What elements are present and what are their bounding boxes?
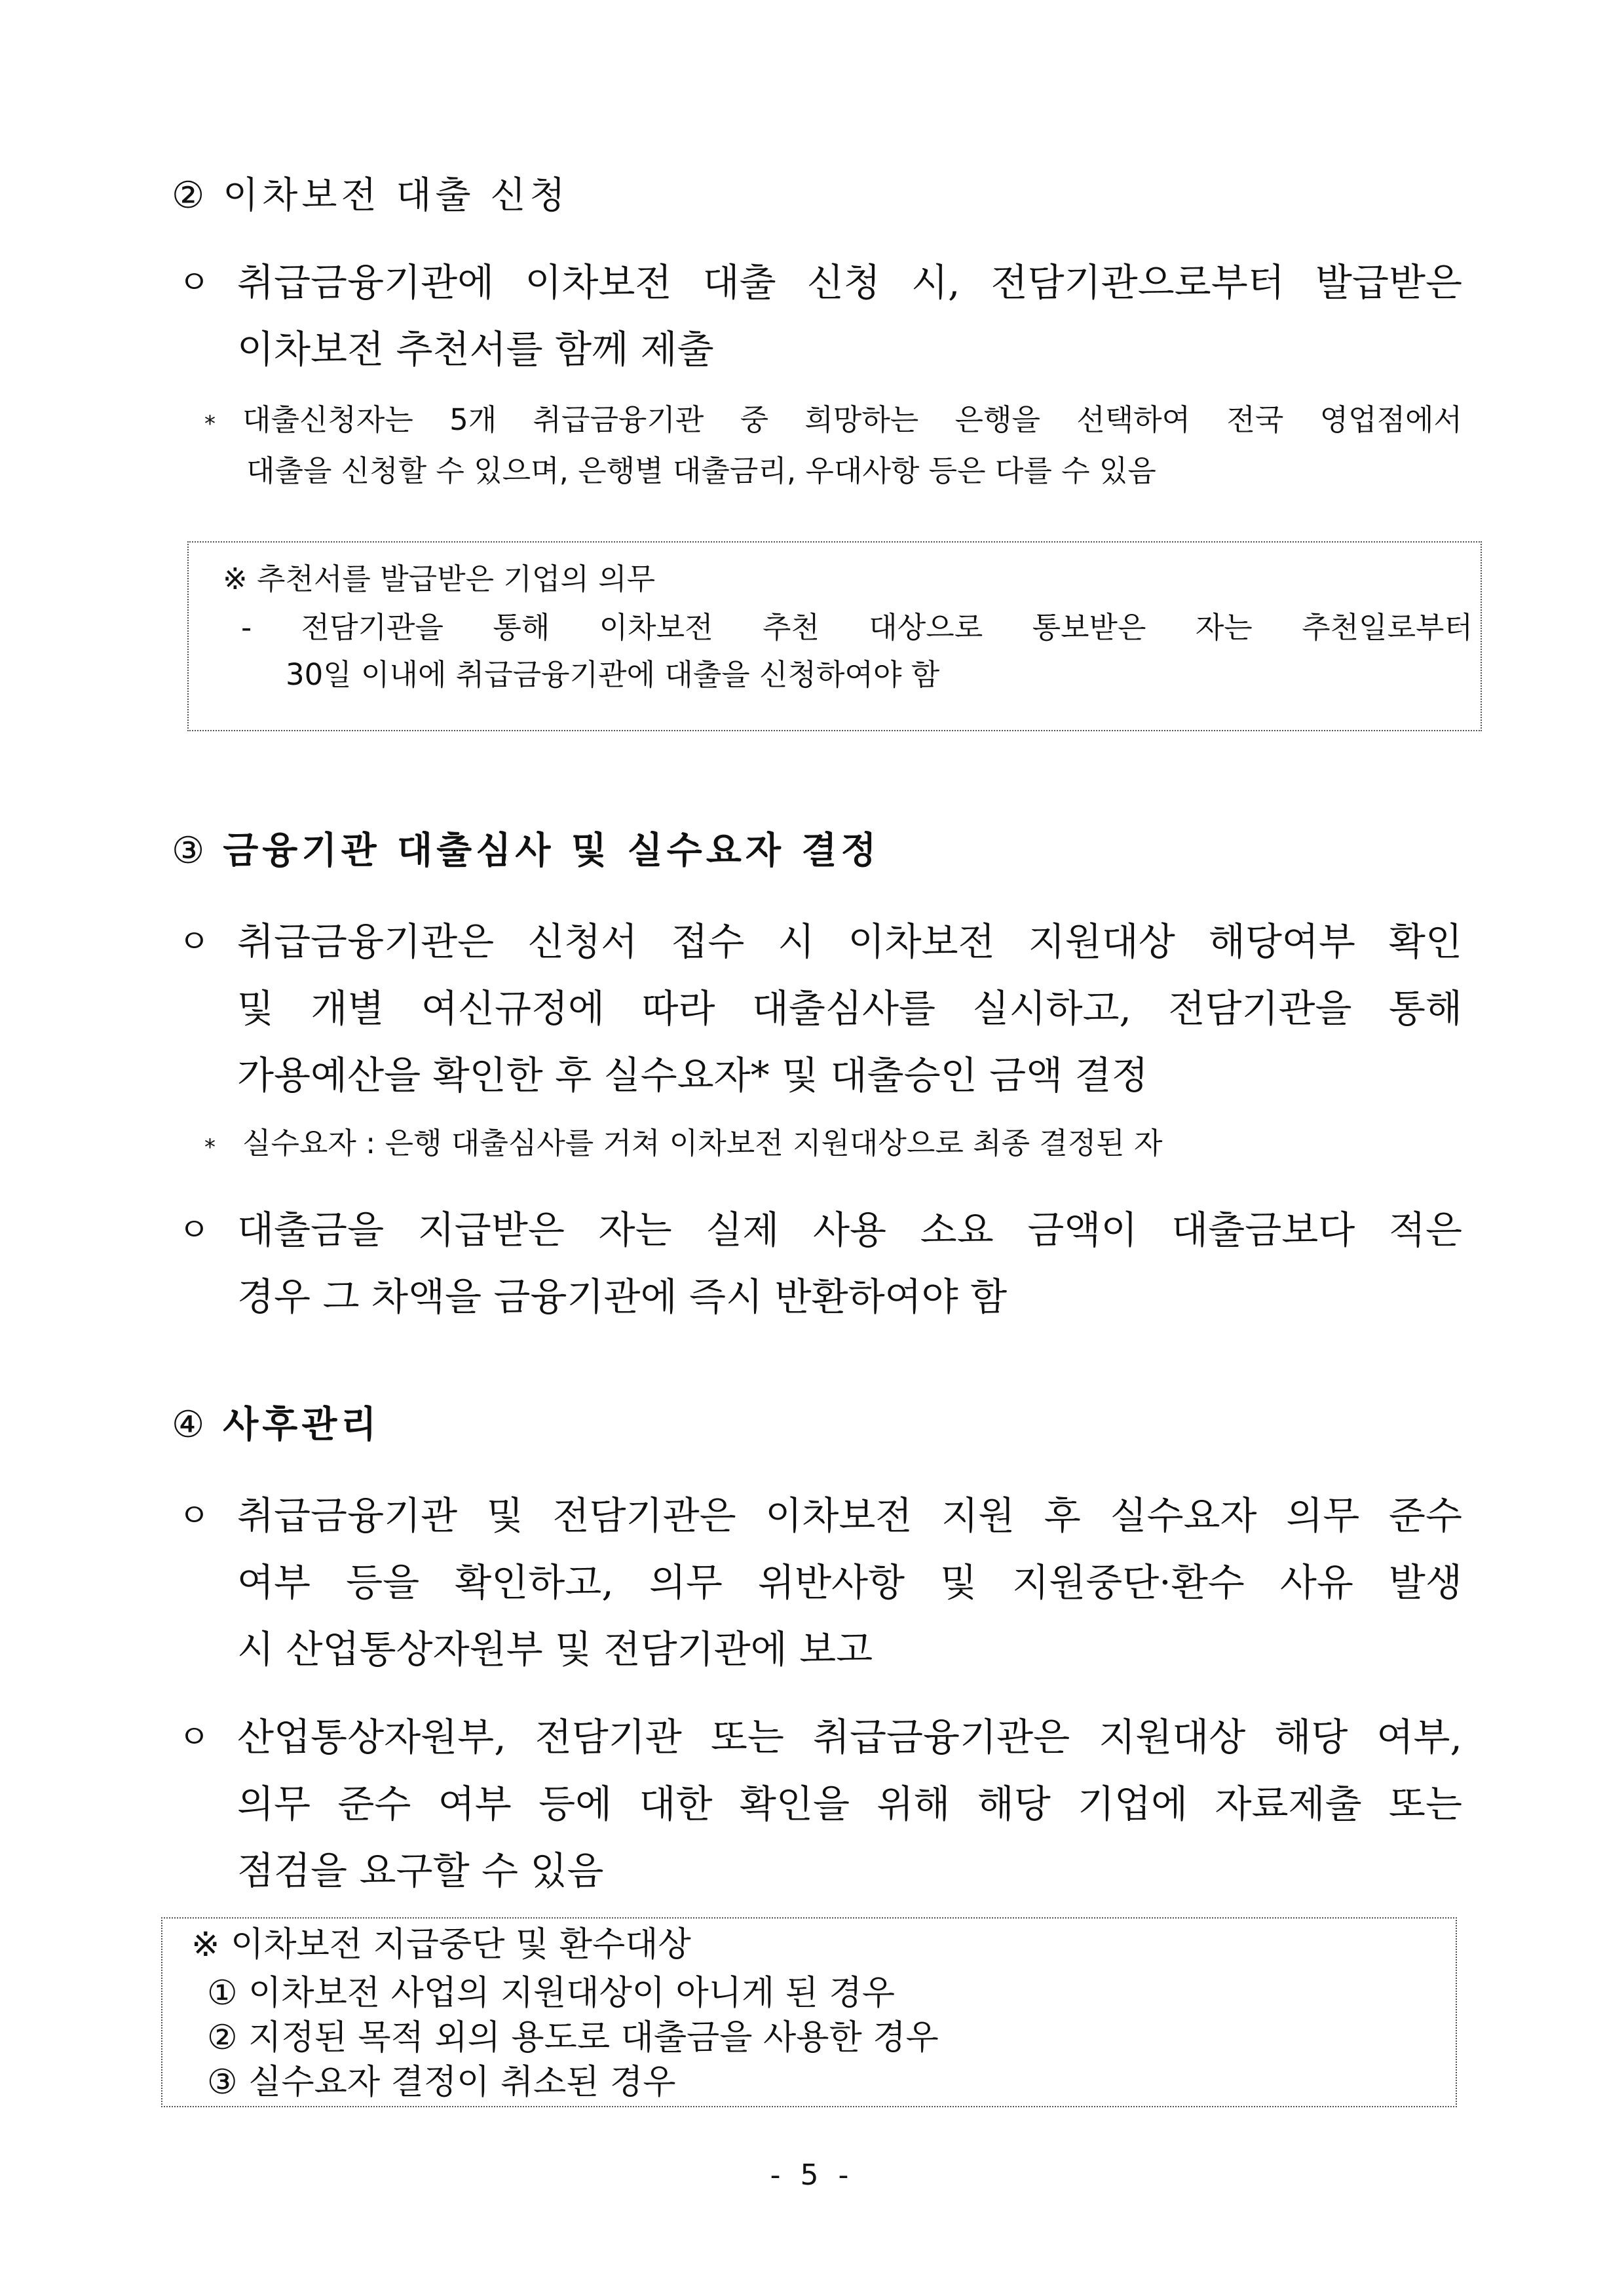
notice-title: ※ 추천서를 발급받은 기업의 의무 [223,562,656,596]
paragraph-line: 산업통상자원부, 전담기관 또는 취급금융기관은 지원대상 해당 여부, [237,1715,1462,1759]
bullet-mark: ㅇ [178,1497,210,1535]
bullet-mark: ㅇ [178,923,210,961]
section-4-number: ④ [172,1404,209,1446]
footnote-line: 대출신청자는 5개 취급금융기관 중 희망하는 은행을 선택하여 전국 영업점에서 [242,402,1462,437]
paragraph-line: 취급금융기관은 신청서 접수 시 이차보전 지원대상 해당여부 확인 [237,919,1462,964]
footnote-star: * [204,1134,216,1160]
section-4-paragraph-2 [178,1704,1462,1904]
notice-title: ※ 이차보전 지급중단 및 환수대상 [191,1925,691,1964]
section-2-paragraph-1 [178,249,1462,383]
paragraph-line: 의무 준수 여부 등에 대한 확인을 위해 해당 기업에 자료제출 또는 [237,1782,1462,1826]
suspension-notice-box [161,1917,1457,2107]
paragraph-line: 점검을 요구할 수 있음 [237,1848,604,1893]
paragraph-line: 및 개별 여신규정에 따라 대출심사를 실시하고, 전담기관을 통해 [237,986,1462,1031]
notice-item: ③ 실수요자 결정이 취소된 경우 [207,2063,676,2102]
notice-line: 30일 이내에 취급금융기관에 대출을 신청하여야 함 [286,657,940,692]
section-3-paragraph-1 [178,908,1462,1109]
page-number: - 5 - [770,2158,854,2192]
paragraph-line: 경우 그 차액을 금융기관에 즉시 반환하여야 함 [237,1274,1008,1319]
section-4-heading [172,1396,381,1448]
section-2-title: 이차보전 대출 신청 [223,174,569,217]
notice-line: - 전담기관을 통해 이차보전 추천 대상으로 통보받은 자는 추천일로부터 [241,610,1473,645]
section-2-footnote [204,394,1462,497]
notice-item: ② 지정된 목적 외의 용도로 대출금을 사용한 경우 [207,2018,939,2057]
paragraph-line: 여부 등을 확인하고, 의무 위반사항 및 지원중단·환수 사유 발생 [237,1560,1462,1605]
bullet-mark: ㅇ [178,263,210,301]
paragraph-line: 이차보전 추천서를 함께 제출 [237,327,714,372]
section-2-heading [172,166,569,219]
section-3-heading [172,822,880,874]
paragraph-line: 대출금을 지급받은 자는 실제 사용 소요 금액이 대출금보다 적은 [237,1208,1462,1252]
paragraph-line: 취급금융기관에 이차보전 대출 신청 시, 전담기관으로부터 발급받은 [237,260,1462,305]
bullet-mark: ㅇ [178,1211,210,1249]
paragraph-line: 취급금융기관 및 전담기관은 이차보전 지원 후 실수요자 의무 준수 [237,1493,1462,1538]
paragraph-line: 시 산업통상자원부 및 전담기관에 보고 [237,1627,873,1672]
footnote-line: 실수요자 : 은행 대출심사를 거쳐 이차보전 지원대상으로 최종 결정된 자 [242,1126,1163,1160]
footnote-line: 대출을 신청할 수 있으며, 은행별 대출금리, 우대사항 등은 다를 수 있음 [246,453,1156,488]
section-4-paragraph-1 [178,1482,1462,1683]
section-3-paragraph-2 [178,1196,1462,1330]
section-4-title: 사후관리 [223,1404,381,1446]
section-2-number: ② [172,174,209,217]
section-3-number: ③ [172,830,209,872]
notice-item: ① 이차보전 사업의 지원대상이 아니게 된 경우 [207,1974,895,2013]
section-3-footnote [204,1118,1462,1169]
footnote-star: * [204,411,216,437]
obligation-notice-box [187,541,1482,731]
paragraph-line: 가용예산을 확인한 후 실수요자* 및 대출승인 금액 결정 [237,1053,1148,1098]
section-3-title: 금융기관 대출심사 및 실수요자 결정 [223,830,880,872]
bullet-mark: ㅇ [178,1718,210,1756]
